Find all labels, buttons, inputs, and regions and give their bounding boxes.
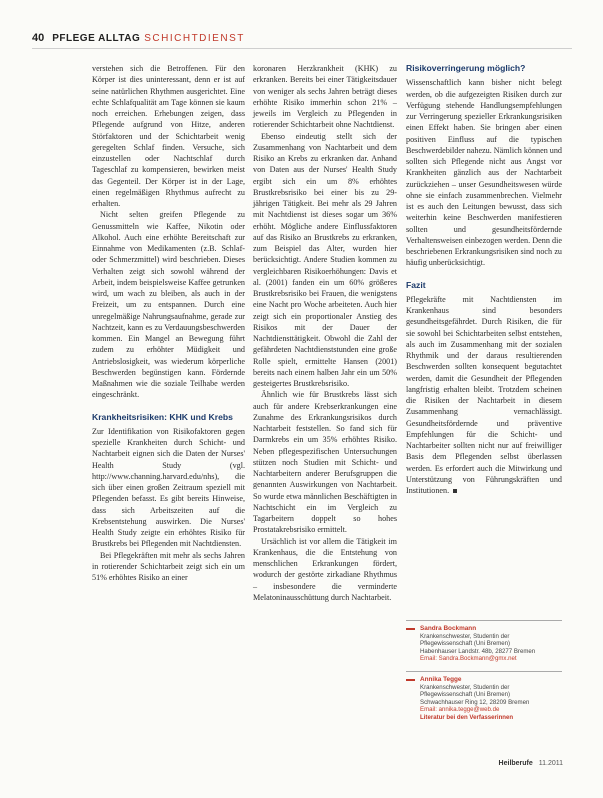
section-title: PFLEGE ALLTAG: [52, 32, 141, 44]
literature-note: Literatur bei den Verfasserinnen: [420, 713, 514, 721]
author-detail: Schwachhauser Ring 12, 28209 Bremen: [420, 698, 530, 706]
paragraph-fazit: Pflegekräfte mit Nachtdiensten im Krankenhaus sind besonders gesundheitsgefährdet. Durch Risiken, die für sie sowohl bei Schichtarbeiten selbst entstehen, als auch im Zusammenhang mit der sozialen Rhythmik und der daraus resultierenden Beschwerden sollten konsequent begutachtet werden, damit die Gesundheit der Pflegenden langfristig erhalten bleibt. Trotzdem scheinen die Risiken der Nachtarbeit in diesem Zusammenhang vernachlässigt. Gesundheitsfördernde und präventive Empfehlungen für die Schicht- und Nachtarbeiter sollten nicht nur auf freiwilliger Basis dem Pflegenden selbst überlassen werden. Es erfordert auch die Mitwirkung und Unterstützung von Führungskräften und Institutionen.: [406, 294, 562, 495]
author-entry: [406, 620, 562, 663]
issue-number: 11.2011: [538, 760, 563, 767]
author-name: Annika Tegge: [420, 675, 462, 683]
header-divider: [32, 48, 572, 49]
paragraph: Ursächlich ist vor allem die Tätigkeit im Krankenhaus, die die Entstehung von menschlichen Erkrankungen fördert, wodurch der gestörte zirkadiane Rhythmus – insbesondere die verminderte Melatoninausschüttung durch Nachtarbeit.: [253, 536, 397, 602]
paragraph: koronaren Herzkrankheit (KHK) zu erkranken. Bereits bei einer Tätigkeitsdauer von weniger als sechs Jahren beträgt dieses erhöhte Risiko immerhin schon 21% – jeweils im Vergleich zu Pflegenden in rotierender Schichtarbeit ohne Nachtdienst.: [253, 64, 397, 130]
heading-krankheitsrisiken: Krankheitsrisiken: KHK und Krebs: [92, 411, 233, 422]
heading-risikoverringerung: Risikoverringerung möglich?: [406, 63, 526, 73]
paragraph: verstehen sich die Betroffenen. Für den Körper ist dies uninteressant, denn er ist auf seine natürlichen Rhythmen ausgerichtet. Eine echte Schlafqualität am Tage können sie kaum noch erreichen. Erhebungen zeigen, dass Pflegende aufgrund von Hitze, anderen Störfaktoren und der Schichtarbeit wenig geregelten Schlaf finden. Versuche, sich einzustellen oder Nachtschlaf durch Tageschlaf zu kompensieren, bewirken meist das Gegenteil. Der Körper ist in der Lage, einen regelmäßigen Rhythmus aufrecht zu erhalten.: [92, 64, 245, 208]
author-entry: [406, 671, 562, 722]
text-column-2: [253, 63, 397, 603]
author-detail: Krankenschwester, Studentin der: [420, 632, 510, 640]
author-email-link[interactable]: Email: annika.tegge@web.de: [420, 706, 500, 714]
paragraph: Bei Pflegekräften mit mehr als sechs Jahren in rotierender Schichtarbeit zeigt sich ein um 51% erhöhtes Risiko an einer: [92, 550, 245, 582]
author-marker-icon: [406, 679, 415, 681]
author-name: Sandra Bockmann: [420, 625, 477, 632]
author-email-link[interactable]: Email: Sandra.Bockmann@gmx.net: [420, 655, 517, 663]
paragraph: Wissenschaftlich kann bisher nicht belegt werden, ob die aufgezeigten Risiken durch zur Verfügung stehende Handlungsempfehlungen zur Verringerung spezieller Erkrankungsrisiken einen Effekt haben. Sie bringen aber einen positiven Einfluss auf die typischen Beschwerdebilder nahezu. Nämlich können und sollten sich Pflegende nicht aus Angst vor Krankheiten gänzlich aus der Nachtarbeit zurückziehen – unser Gesundheitswesen würde ohne sie einfach zusammenbrechen. Vielmehr ist es auch den Leitungen bewusst, dass sich weiterhin keine Beschwerden manifestieren sollten und gesundheitsfördernde Verhaltensweisen einbezogen werden. Denn die beschriebenen Erkrankungsrisiken sind noch zu häufig unberücksichtigt.: [406, 78, 562, 268]
heading-fazit: Fazit: [406, 279, 426, 290]
author-detail: Pflegewissenschaft (Uni Bremen): [420, 640, 511, 648]
author-detail: Krankenschwester, Studentin der: [420, 683, 510, 691]
paragraph: Ähnlich wie für Brustkrebs lässt sich auch für andere Krebserkrankungen eine Zunahme des Erkrankungsrisikos durch Nachtarbeit feststellen. So fand sich für Darmkrebs ein um 35% erhöhtes Risiko. Neben pflegespezifischen Untersuchungen stützen noch Studien mit Schicht- und Nachtarbeitern anderer Berufsgruppen die genannten Auswirkungen von Nachtarbeit. So wurde etwa männlichen Beschäftigten in Nachtschicht ein im Vergleich zu Tagarbeitern doppelt so hohes Prostatakrebsrisiko ermittelt.: [253, 390, 397, 535]
subsection-title: SCHICHTDIENST: [144, 32, 245, 44]
paragraph: Zur Identifikation von Risikofaktoren gegen spezielle Krankheiten durch Schicht- und Nachtarbeit eignen sich die Daten der Nurses' Health Study (vgl. http://www.channing.harvard.edu/nhs), die sich über einen großen Zeitraum speziell mit Pflegenden befasst. Es gibt bereits Hinweise, dass sich Arbeitszeiten auf die Krebsentstehung auswirken. Die Nurses' Health Study zeigte ein erhöhtes Risiko für Brustkrebs bei Pflegenden mit Nachtdiensten.: [92, 426, 245, 549]
end-of-article-icon: [453, 489, 457, 493]
magazine-brand: Heilberufe: [498, 760, 533, 767]
author-box: [406, 620, 562, 730]
author-marker-icon: [406, 628, 415, 630]
text-column-1: [92, 63, 245, 583]
paragraph: Ebenso eindeutig stellt sich der Zusammenhang von Nachtarbeit und dem Risiko an Krebs zu erkranken dar. Anhand von Daten aus der Nurses' Health Study ergibt sich ein um 8% erhöhtes Brustkrebsrisiko bei einer bis zu 29-jährigen Tätigkeit. Bei mehr als 29 Jahren mit Nachtdienst ist dieses sogar um 36% erhöht. Mögliche andere Einflussfaktoren auf das Risiko an Brustkrebs zu erkranken, zum Beispiel das Alter, wurden hier berücksichtigt. Andere Studien kommen zu vergleichbaren Risikoerhöhungen: Davis et al. (2001) fanden ein um 60% größeres Brustkrebsrisiko bei Frauen, die wenigstens eine Nacht pro Woche arbeiteten. Auch hier zeigt sich ein proportionaler Anstieg des Risikos mit der Dauer der Nachtdiensttätigkeit. Obwohl die Zahl der gefährdeten Nachtdienststunden eine große Rolle spielt, ermittelte Hansen (2001) bereits nach einem halben Jahr ein um 50% gesteigertes Brustkrebsrisiko.: [253, 131, 397, 388]
page-number: 40: [32, 32, 45, 44]
page-footer: [499, 760, 563, 767]
author-detail: Pflegewissenschaft (Uni Bremen): [420, 691, 511, 699]
page-header: [32, 28, 572, 48]
paragraph: Nicht selten greifen Pflegende zu Genussmitteln wie Kaffee, Nikotin oder Alkohol. Auch eine erhöhte Bereitschaft zur Einnahme von Medikamenten (z.B. Schlaf- oder Schmerzmittel) wird beschrieben. Dieses Verhalten zeigt sich sowohl während der Arbeit, indem beispielsweise Kaffee getrunken wird, um wach zu bleiben, als auch in der Freizeit, um zu entspannen. Durch eine unregelmäßige Nahrungsaufnahme, gerade zur Nachtzeit, kann es zu Verdauungsbeschwerden kommen. Ein Mangel an Bewegung führt zudem zu erhöhter Müdigkeit und Antriebslosigkeit, was wiederum körperliche Beschwerden begünstigen kann. Fördernde Maßnahmen wie die soziale Teilhabe werden eingeschränkt.: [92, 210, 245, 400]
text-column-3: [406, 63, 562, 496]
author-detail: Habenhauser Landstr. 48b, 28277 Bremen: [420, 647, 536, 655]
